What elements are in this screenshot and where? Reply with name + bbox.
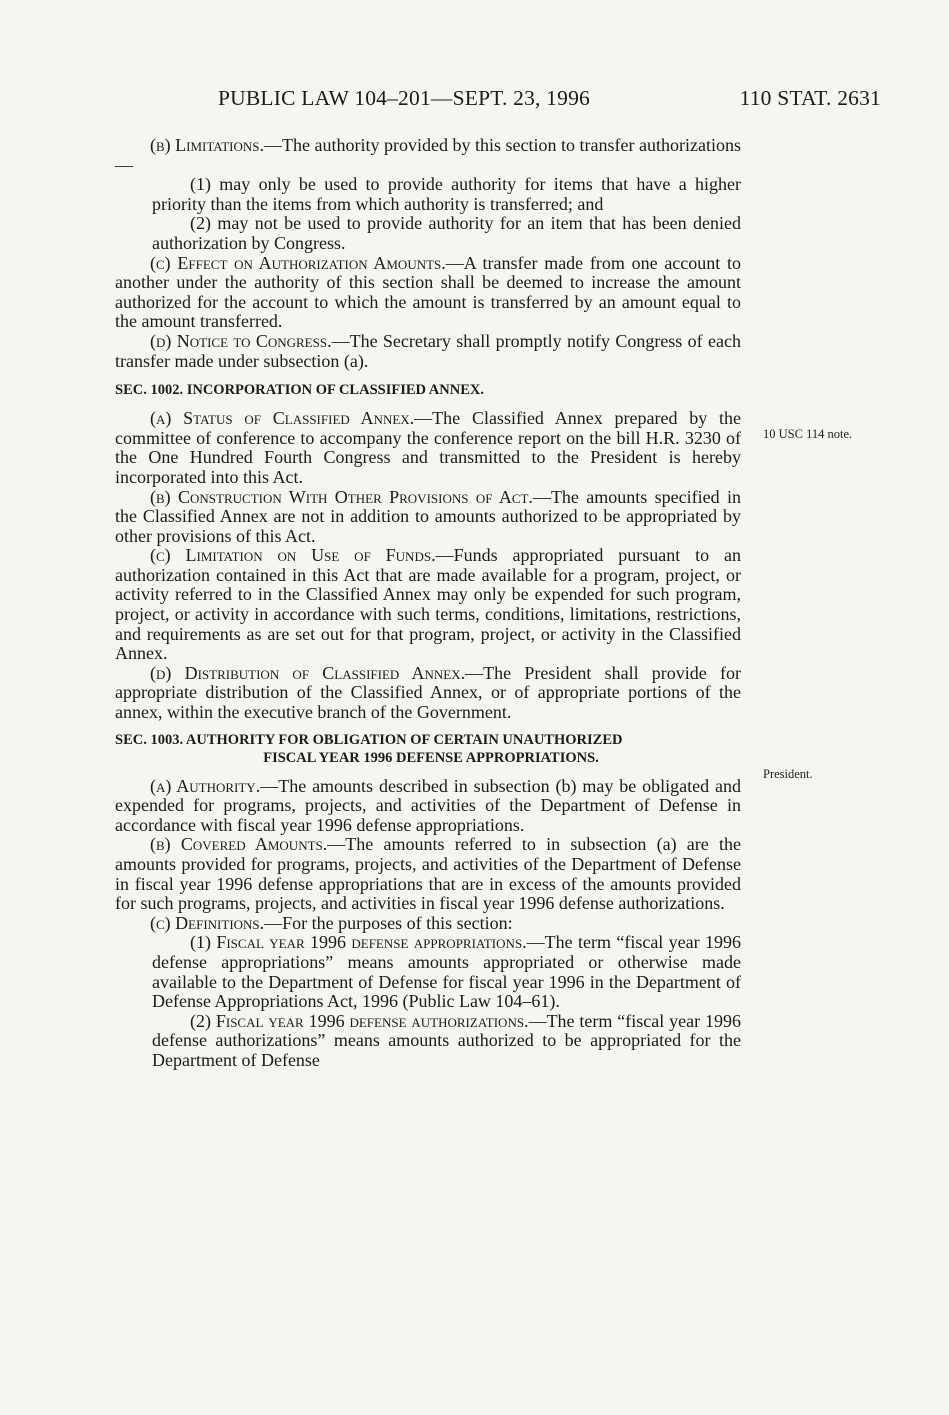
paragraph-c2 bbox=[115, 1012, 741, 1071]
statute-page-number: 110 STAT. 2631 bbox=[739, 86, 881, 110]
paragraph-d-notice bbox=[115, 332, 741, 371]
paragraph-b-limitations bbox=[115, 136, 741, 175]
subsection-heading: (c) Limitation on Use of Funds. bbox=[150, 545, 436, 566]
paragraph-text: —The Secretary shall promptly notify Congress of each transfer made under subsection (a). bbox=[115, 330, 741, 371]
subsection-heading: (1) Fiscal year 1996 defense appropriations. bbox=[190, 932, 527, 953]
subsection-heading: (2) Fiscal year 1996 defense authorizations. bbox=[190, 1010, 529, 1031]
paragraph-c-definitions bbox=[115, 914, 741, 934]
section-title-line-2: FISCAL YEAR 1996 DEFENSE APPROPRIATIONS. bbox=[263, 749, 599, 766]
margin-note-president: President. bbox=[763, 767, 813, 781]
margin-note-usc: 10 USC 114 note. bbox=[763, 427, 853, 441]
paragraph-text: —The term “fiscal year 1996 defense authorizations” means amounts authorized to be appropriated for the Department of Defense bbox=[152, 1010, 741, 1070]
paragraph-text: —The President shall provide for appropriate distribution of the Classified Annex, or of appropriate portions of the annex, within the executive branch of the Government. bbox=[115, 662, 741, 723]
subsection-heading: (b) Covered Amounts. bbox=[150, 834, 328, 855]
paragraph-c-effect bbox=[115, 254, 741, 332]
paragraph-b-construction bbox=[115, 488, 741, 547]
running-head-title: PUBLIC LAW 104–201—SEPT. 23, 1996 bbox=[218, 86, 590, 110]
paragraph-d-distribution bbox=[115, 664, 741, 723]
paragraph-text: —The authority provided by this section to transfer authorizations— bbox=[115, 135, 741, 175]
paragraph-text: —The term “fiscal year 1996 defense appropriations” means amounts appropriated or otherwise made available to the Department of Defense for fiscal year 1996 in the Department of Defense Appropriations Act, 1996 (Public Law 104–61). bbox=[152, 932, 741, 1012]
paragraph-text: —The amounts described in subsection (b) may be obligated and expended for programs, projects, and activities of the Department of Defense in accordance with fiscal year 1996 defense appropriations. bbox=[115, 775, 741, 835]
paragraph-text: —A transfer made from one account to another under the authority of this section shall be deemed to increase the amount authorized for the account to which the amount is transferred by an amount equal to the amount transferred. bbox=[115, 252, 742, 332]
subsection-heading: (d) Distribution of Classified Annex. bbox=[150, 662, 466, 683]
section-title-line-1: SEC. 1003. AUTHORITY FOR OBLIGATION OF CERTAIN UNAUTHORIZED bbox=[115, 731, 623, 748]
paragraph-a-status bbox=[115, 409, 741, 487]
paragraph-c1 bbox=[115, 933, 741, 1011]
paragraph-text: —The Classified Annex prepared by the committee of conference to accompany the conference report on the bill H.R. 3230 of the One Hundred Fourth Congress and transmitted to the President is hereby incorporated into this Act. bbox=[115, 408, 741, 487]
subsection-heading: (c) Effect on Authorization Amounts. bbox=[150, 252, 446, 273]
subsection-heading: (b) Limitations. bbox=[150, 135, 265, 155]
subsection-heading: (d) Notice to Congress. bbox=[150, 330, 332, 351]
subsection-heading: (a) Authority. bbox=[150, 775, 261, 796]
paragraph-text: —The amounts referred to in subsection (a) are the amounts provided for programs, projects, and activities of the Department of Defense in fiscal year 1996 defense appropriations that are in excess of the amounts provided for such programs, projects, and activities in fiscal year 1996 defense authorizations. bbox=[115, 834, 741, 914]
subsection-heading: (b) Construction With Other Provisions of Act. bbox=[150, 486, 533, 507]
paragraph-c-limitation bbox=[115, 546, 741, 664]
paragraph-text: —The amounts specified in the Classified Annex are not in addition to amounts authorized to be appropriated by other provisions of this Act. bbox=[115, 486, 741, 546]
paragraph-b2: (2) may not be used to provide authority for an item that has been denied authorization by Congress. bbox=[152, 213, 741, 253]
section-1003-title bbox=[115, 731, 741, 767]
page-header bbox=[180, 86, 881, 118]
subsection-heading: (c) Definitions. bbox=[150, 912, 265, 933]
paragraph-a-authority bbox=[115, 777, 741, 836]
paragraph-b-covered bbox=[115, 835, 741, 913]
paragraph-text: —Funds appropriated pursuant to an authorization contained in this Act that are made available for a program, project, or activity referred to in the Classified Annex may only be expended for such program, project, or activity in accordance with such terms, conditions, limitations, restrictions, and requirements as are set out for that program, project, or activity in the Classified Annex. bbox=[115, 545, 741, 664]
section-1002-title: SEC. 1002. INCORPORATION OF CLASSIFIED ANNEX. bbox=[115, 382, 484, 399]
paragraph-text: —For the purposes of this section: bbox=[264, 912, 513, 933]
main-text-column bbox=[115, 136, 741, 1071]
subsection-heading: (a) Status of Classified Annex. bbox=[150, 408, 415, 429]
paragraph-b1: (1) may only be used to provide authority for items that have a higher priority than the items from which authority is transferred; and bbox=[152, 174, 741, 214]
